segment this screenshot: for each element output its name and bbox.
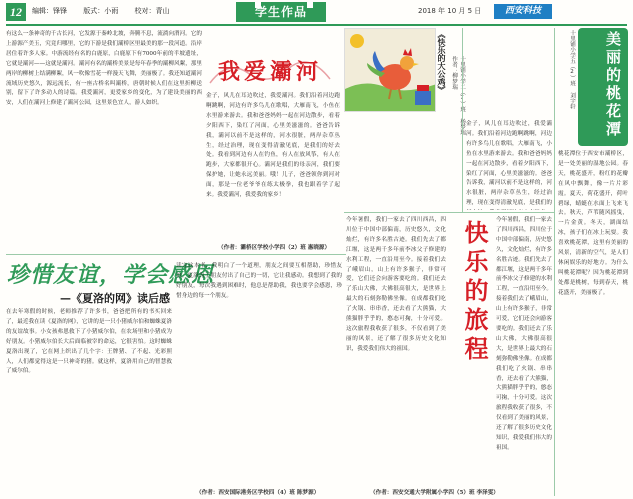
art-byline: 作者：柳梦瑞 <box>451 56 457 90</box>
art-article-text-mid: 金子，风儿在耳边吹过，我爱灞河。我们沿着河边跑啊跳啊，河边有许多鸟儿在歌唱，大雁南飞，小鱼在水里游来游去。我和爸爸妈妈一起在河边散步，看着夕阳西下，染红了河面，心里美滋滋的。爸爸告诉我，灞河以前不是这样的，河水很脏，两岸杂草丛生，经过治理，现在变得清澈见底，是我们的好去处。我看到河边有人在钓鱼，有人在放风筝，有人在跑步，大家都很开心。灞河是我们的母亲河，我们要保护她，让她永远美丽。哦！儿子，爸爸领你到河对面，那是一位老爷爷在练太极拳，我也跟着学了起来。我爱灞河，我爱我的家乡！ <box>206 93 340 199</box>
peach-article-text: 桃花潭位于西安市灞桥区，是一处美丽的湿地公园。春天，桃花盛开，粉红的花瓣在风中飘舞，像一片片彩霞。夏天，荷花盛开，荷叶碧绿，蜻蜓在水面上飞来飞去。秋天，芦苇随风摇曳，一片金黄。冬天，湖面结冰，孩子们在冰上玩耍。我喜欢桃花潭，这里有美丽的风景，清新的空气，是人们休闲娱乐的好地方。为什么叫桃花潭呢？因为桃花潭到处都是桃树，每到春天，桃花盛开，美丽极了。 <box>558 151 628 296</box>
friend-article-text-mid: 读完这本书，我明白了一个道理，朋友之间要互相帮助，珍惜友谊。夏洛为了朋友付出了自己的一切，它让我感动。我想到了我的好朋友，每次我遇到困难时，他总是帮助我，我也要学会感恩，珍惜身边的每一个朋友。 <box>176 263 342 299</box>
friend-article-title: 珍惜友谊，学会感恩 <box>7 263 215 288</box>
art-vertical-title: 《快乐的大公鸡》 <box>437 30 446 94</box>
peach-article-title: 美丽的桃花潭 <box>604 31 622 139</box>
section-divider-h <box>6 254 346 255</box>
section-divider-v1 <box>462 28 463 212</box>
travel-article-footnote: （作者：西安交通大学附属小学四（5）班 李泽雯） <box>370 490 499 496</box>
peach-title-box <box>578 28 628 146</box>
layout-credit: 版式：小雨 <box>83 7 119 15</box>
editor-credit: 编辑：锋锋 <box>32 7 67 15</box>
peach-byline: 十里铺小学五（2）班 刘宇轩 <box>569 30 575 110</box>
travel-article-title: 快乐的旅程 <box>460 220 489 365</box>
paper-name: 西安科技 <box>494 4 552 19</box>
friend-article-text-left: 在去年寒假的时候，老师推荐了许多书，爸爸把所有的书买回来了，最近我在读《夏洛的网》，它讲的是一只小猪威尔伯和蜘蛛夏洛的友谊故事。小女孩弗恩救下了小猪威尔伯，在农场里和小猪成为好朋友。小猪威尔伯长大后面临被宰的命运，它很害怕。这时蜘蛛夏洛出现了，它在网上织出了几个字：王牌猪、了不起、光彩照人，人们都觉得这是一只神奇的猪。就这样，夏洛用自己的智慧救了威尔伯。 <box>6 309 172 375</box>
issue-date: 2018 年 10 月 5 日 <box>418 7 482 15</box>
travel-article-text-right: 今年暑假，我们一家去了四川西昌，四川位于中国中部偏南，历史悠久，文化灿烂，有许多名胜古迹。我们先去了都江堰，这是两千多年前李冰父子修建的水利工程，一直沿用至今。接着我们去了峨眉山，山上有许多猴子，非常可爱，它们还会向游客要吃的。我们还去了乐山大佛，大佛很高很大，是世界上最大的石刻弥勒佛坐像。在成都我们吃了火锅、串串香，还去看了大熊猫，大熊猫胖乎乎的，憨态可掬，十分可爱。这次旅程我收获了很多，不仅看到了美丽的风景，还了解了很多历史文化知识，我爱我们伟大的祖国。 <box>496 217 552 451</box>
travel-article-text: 今年暑假，我们一家去了四川西昌，四川位于中国中部偏南，历史悠久，文化灿烂，有许多名胜古迹。我们先去了都江堰，这是两千多年前李冰父子修建的水利工程，一直沿用至今。接着我们去了峨眉山，山上有许多猴子，非常可爱，它们还会向游客要吃的。我们还去了乐山大佛，大佛很高很大，是世界上最大的石刻弥勒佛坐像。在成都我们吃了火锅、串串香，还去看了大熊猫，大熊猫胖乎乎的，憨态可掬，十分可爱。这次旅程我收获了很多，不仅看到了美丽的风景，还了解了很多历史文化知识，我爱我们伟大的祖国。 <box>346 217 446 352</box>
art-article-text-right: 金子，风儿在耳边吹过，我爱灞河。我们沿着河边跑啊跳啊，河边有许多鸟儿在歌唱，大雁南飞，小鱼在水里游来游去。我和爸爸妈妈一起在河边散步，看着夕阳西下，染红了河面，心里美滋滋的。爸爸告诉我，灞河以前不是这样的，河水很脏，两岸杂草丛生，经过治理，现在变得清澈见底，是我们的 <box>466 121 552 207</box>
friend-article-footnote: （作者：西安国际港务区学校四（4）班 陈梦源） <box>196 490 320 496</box>
section-divider-h2 <box>344 212 554 213</box>
art-article-title: 我爱灞河 <box>217 59 322 85</box>
section-divider-v2 <box>554 28 555 496</box>
page-header <box>0 0 633 26</box>
art-title-box <box>208 55 332 89</box>
proofreader-credit: 校对：青山 <box>134 7 170 15</box>
header-rule <box>6 24 627 26</box>
page-number: 12 <box>6 3 26 21</box>
credits <box>32 6 183 16</box>
section-title: 学生作品 <box>236 2 326 22</box>
art-article-footnote: （作者：灞桥区学校小学四（2）班 惠晓源） <box>218 245 331 251</box>
friend-article-subtitle: —《夏洛的网》读后感 <box>60 292 170 305</box>
child-artwork-photo <box>344 28 436 112</box>
rooster-artwork-icon <box>345 29 436 112</box>
art-article-text-left: 有这么一条神奇的千古长河，它发源于秦岭北坡，奔腾不息，流淌向渭河。它的上游源产美玉，究竟归哪里，它的下游是我们灞桥区里最美的那一段河道。沿岸居住着许多人家。中游流经有名的白鹿原，白鹿原下有7000年前的半坡遗址，它就是灞河——这就是灞河。灞河有名的灞桥美景是每年春季的灞柳风絮，那里两岸的柳树上结满柳絮，风一吹像雪花一样漫天飞舞，美丽极了。我还知道灞河流域历史悠久，源远流长，有一座古桥名叫灞桥，唐朝时候人们在这里折柳送别，留下了许多动人的诗篇。我爱灞河，更爱家乡的变化，为了建设美丽的西安，人们在灞河上修建了灞河公园，这里景色宜人，游人如织。 <box>6 31 202 107</box>
